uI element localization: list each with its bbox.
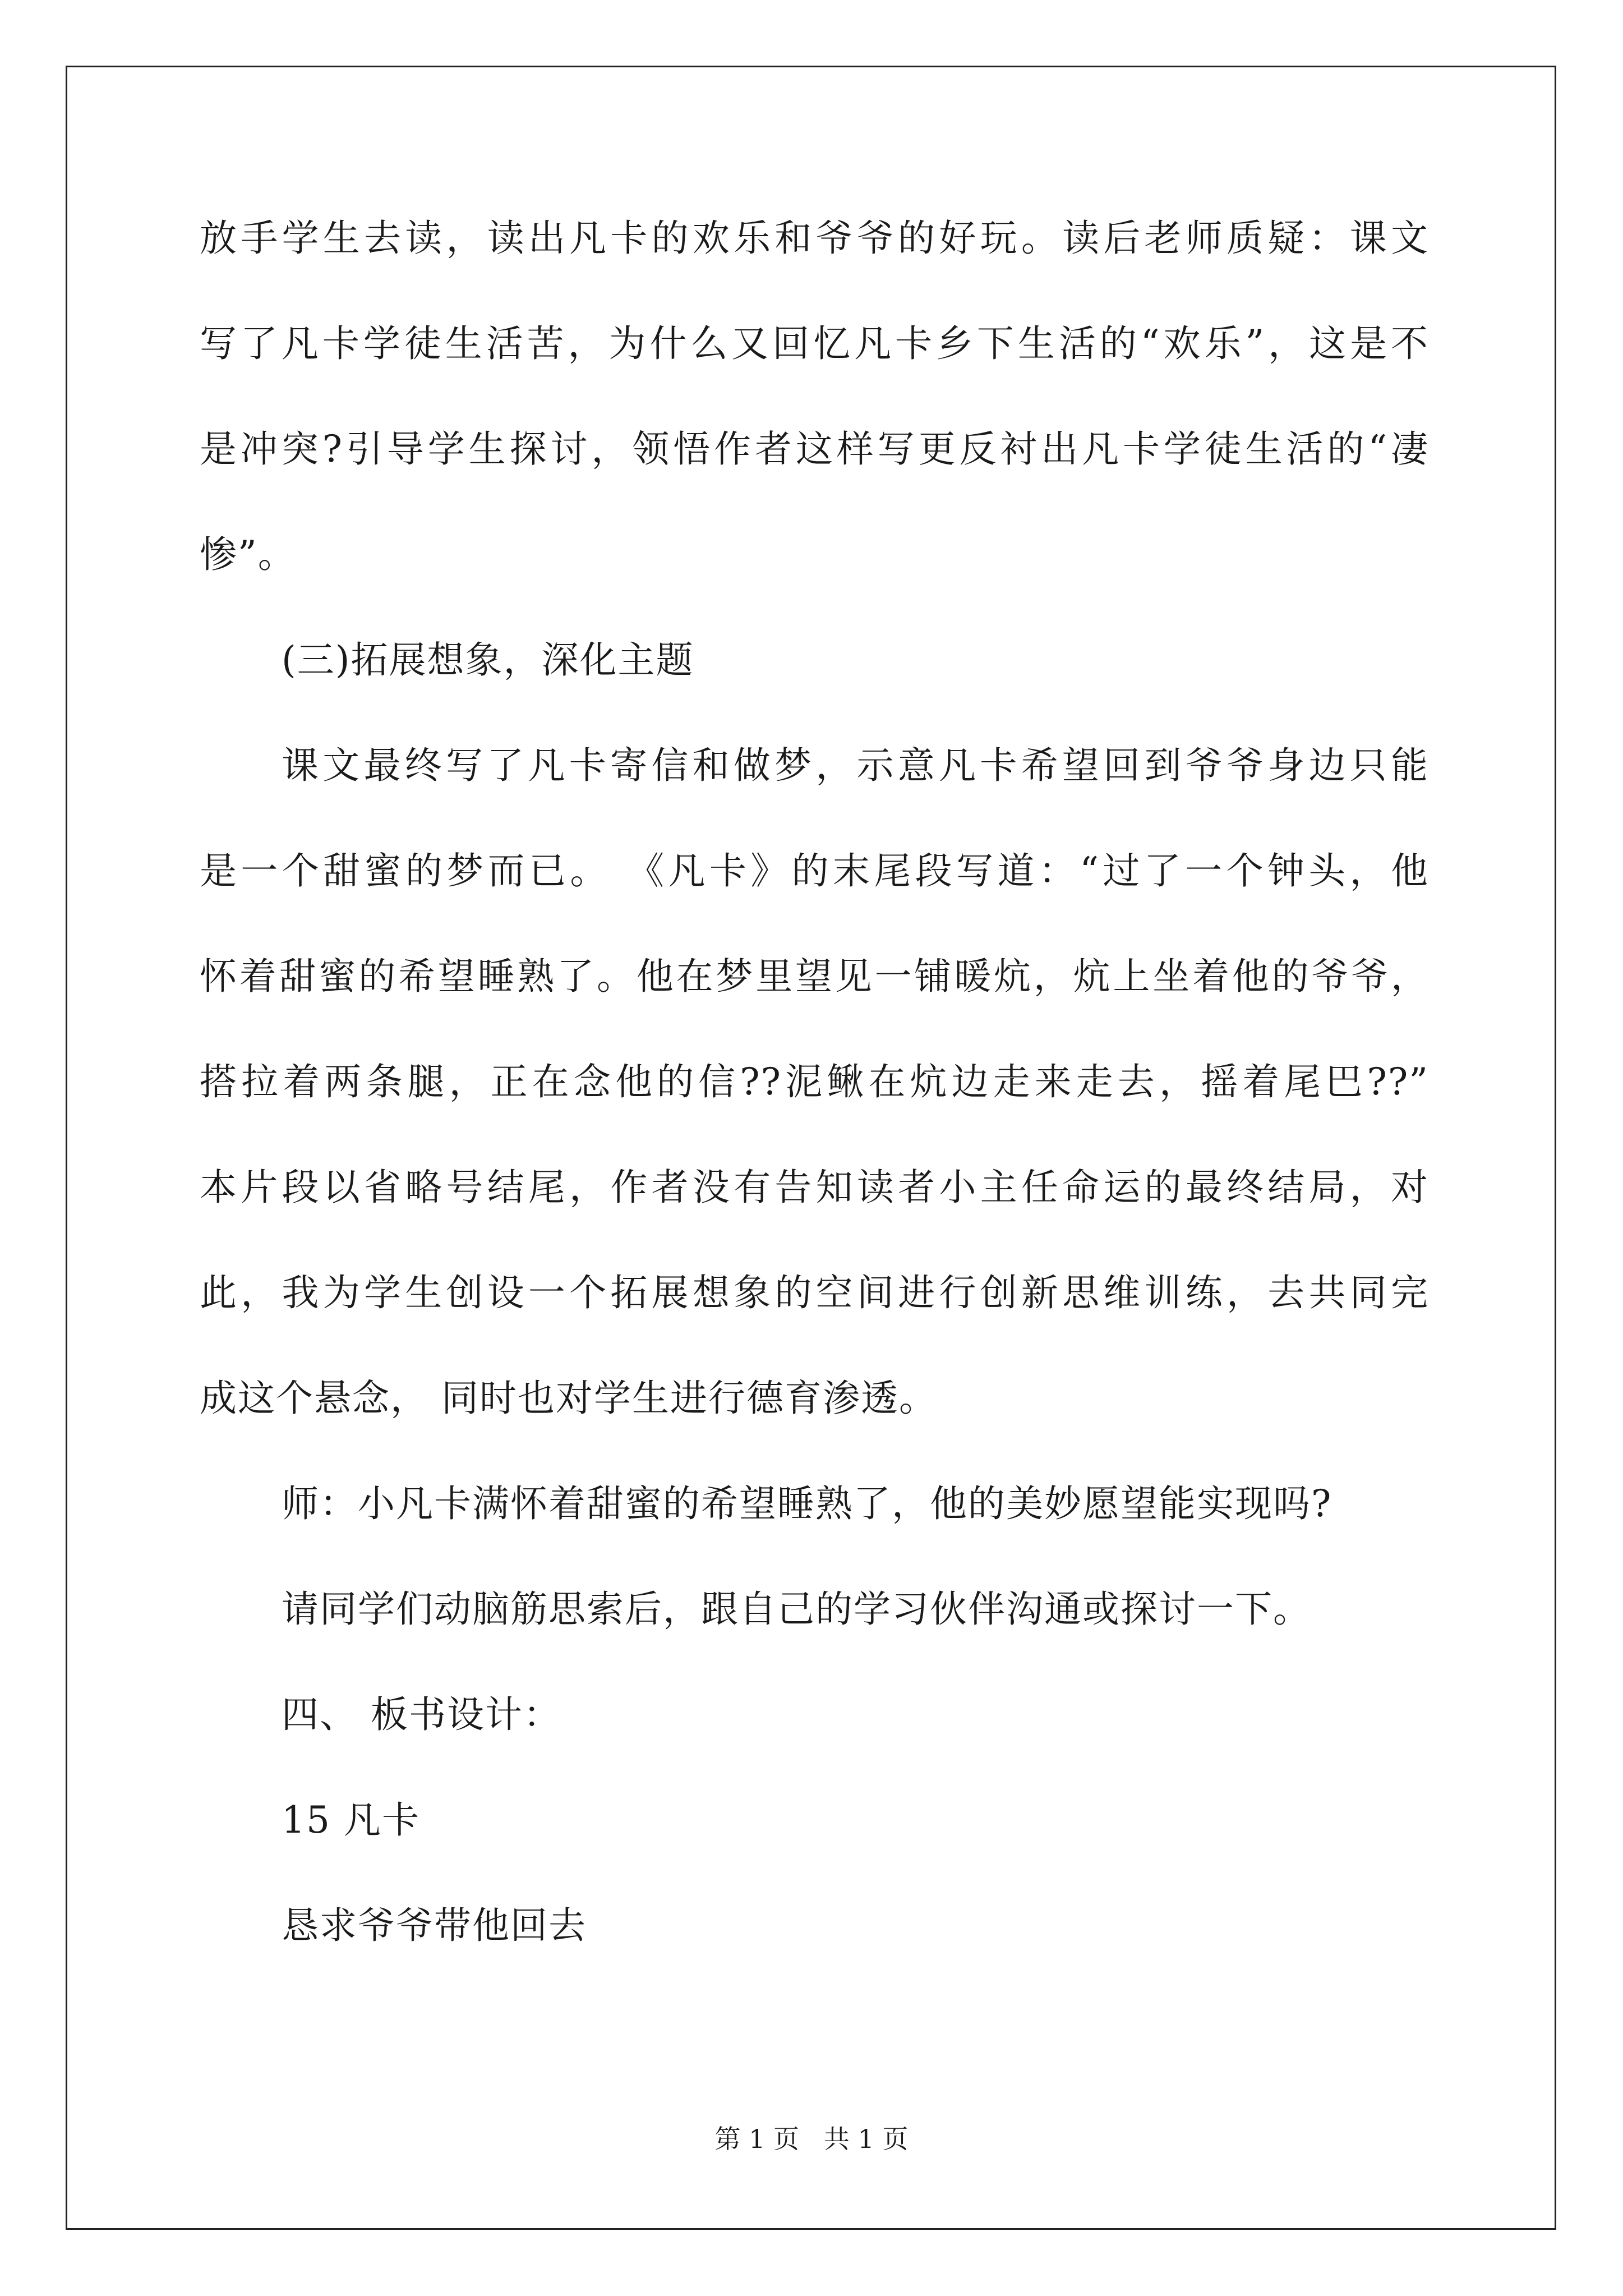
text-line: 搭拉着两条腿，正在念他的信??泥鳅在炕边走来走去，摇着尾巴??” [200, 1060, 1429, 1103]
text-line: 怀着甜蜜的希望睡熟了。他在梦里望见一铺暖炕，炕上坐着他的爷爷， [200, 955, 1429, 998]
board-item: 恳求爷爷带他回去 [282, 1904, 587, 1947]
board-title: 15 凡卡 [282, 1798, 420, 1842]
text-line: 是一个甜蜜的梦而已。 《凡卡》的末尾段写道：“过了一个钟头，他 [200, 849, 1429, 892]
text-line: 惨”。 [200, 533, 296, 576]
text-line: 本片段以省略号结尾，作者没有告知读者小主任命运的最终结局，对 [200, 1166, 1429, 1209]
section-heading: 四、 板书设计： [282, 1693, 561, 1736]
text-line: 课文最终写了凡卡寄信和做梦，示意凡卡希望回到爷爷身边只能 [282, 744, 1429, 787]
text-line: 放手学生去读，读出凡卡的欢乐和爷爷的好玩。读后老师质疑：课文 [200, 217, 1429, 260]
text-line: 是冲突?引导学生探讨，领悟作者这样写更反衬出凡卡学徒生活的“凄 [200, 427, 1429, 471]
page-number: 第 1 页 共 1 页 [714, 2124, 909, 2154]
text-line: 此，我为学生创设一个拓展想象的空间进行创新思维训练，去共同完 [200, 1271, 1429, 1314]
text-line: 成这个悬念， 同时也对学生进行德育渗透。 [200, 1377, 937, 1420]
text-line: 请同学们动脑筋思索后，跟自己的学习伙伴沟通或探讨一下。 [282, 1588, 1311, 1631]
text-line: 师：小凡卡满怀着甜蜜的希望睡熟了，他的美妙愿望能实现吗? [282, 1482, 1332, 1525]
section-heading: (三)拓展想象，深化主题 [282, 638, 694, 682]
text-line: 写了凡卡学徒生活苦，为什么又回忆凡卡乡下生活的“欢乐”，这是不 [200, 322, 1429, 365]
